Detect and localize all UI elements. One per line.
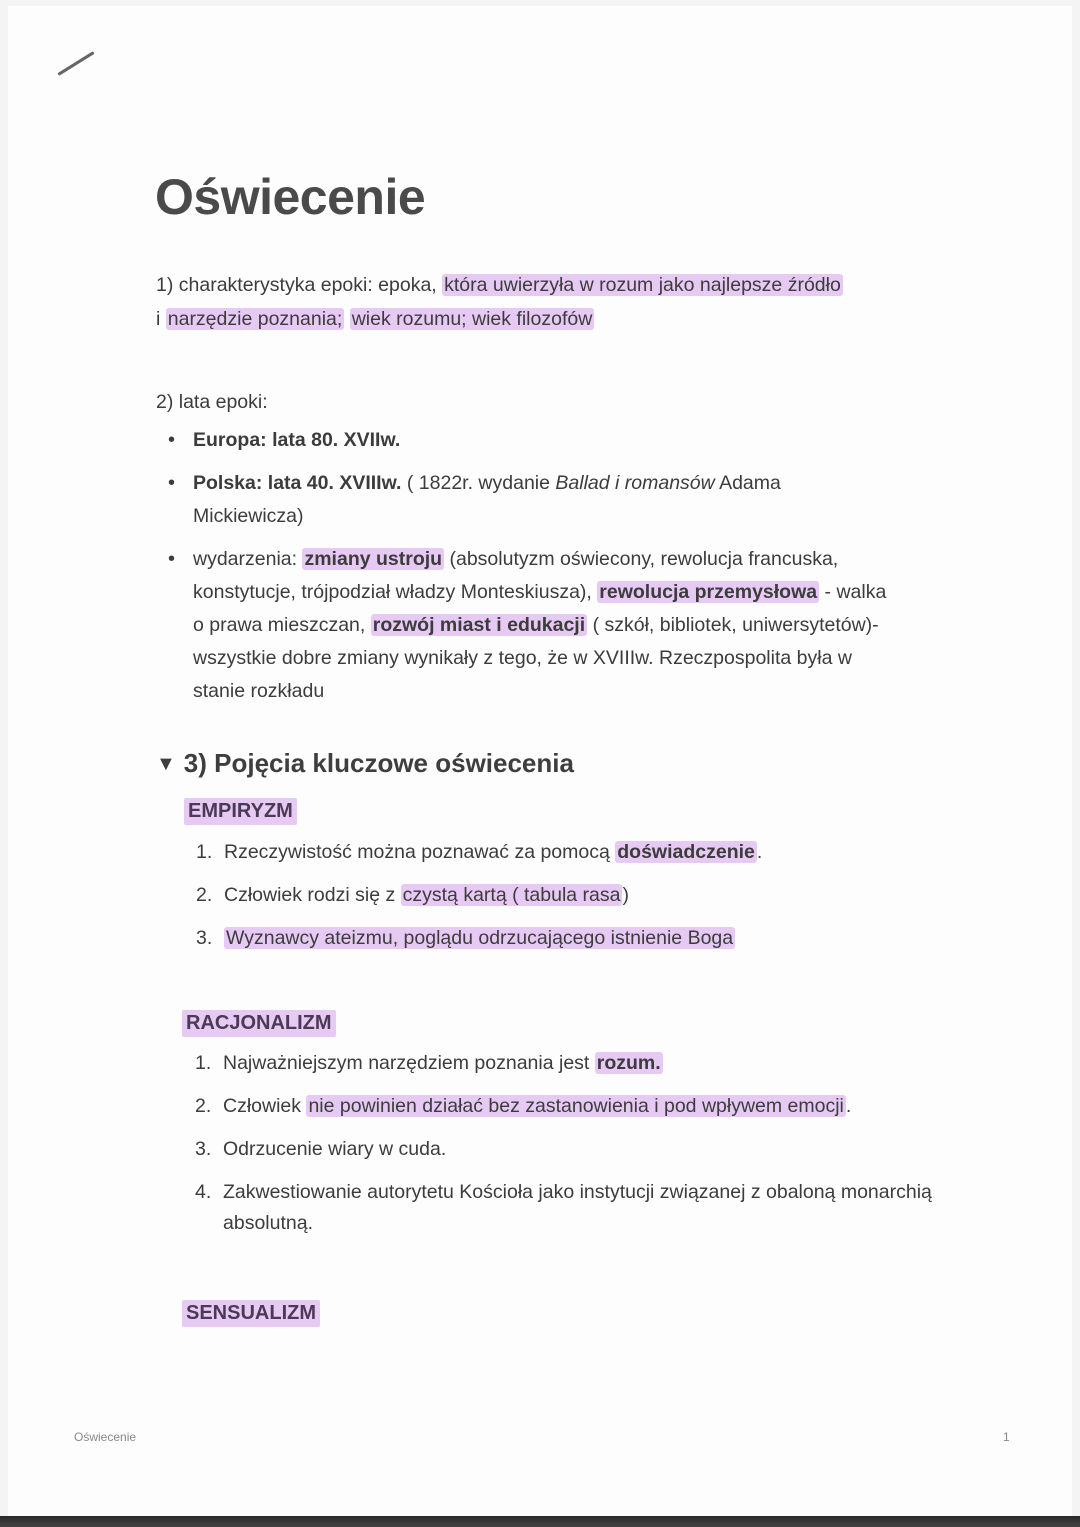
item-number: 2. bbox=[195, 1095, 212, 1117]
item-number: 3. bbox=[195, 1138, 212, 1160]
list-item bbox=[156, 467, 896, 533]
empiryzm-list bbox=[196, 837, 956, 966]
racjonalizm-list bbox=[195, 1048, 935, 1251]
page-number: 1 bbox=[1003, 1430, 1010, 1444]
list-item bbox=[156, 424, 896, 457]
highlight-text: rozwój miast i edukacji bbox=[372, 614, 586, 636]
highlight-text: wiek rozumu; wiek filozofów bbox=[351, 308, 593, 330]
list-item bbox=[196, 923, 956, 954]
section-1-line2-prefix: i bbox=[156, 308, 166, 330]
list-item bbox=[195, 1134, 935, 1165]
item-text: Rzeczywistość można poznawać za pomocą bbox=[224, 841, 616, 863]
item-text: Człowiek rodzi się z bbox=[224, 884, 401, 906]
item-text: Najważniejszym narzędziem poznania jest bbox=[223, 1052, 595, 1074]
list-item bbox=[196, 837, 956, 868]
page-title: Oświecenie bbox=[155, 169, 426, 225]
scan-edge bbox=[0, 1516, 1080, 1527]
list-item bbox=[195, 1177, 935, 1239]
highlight-text: rewolucja przemysłowa bbox=[599, 581, 818, 603]
item-text: . bbox=[756, 841, 763, 863]
toggle-triangle-icon[interactable]: ▼ bbox=[156, 753, 176, 775]
bullet-text: wydarzenia: bbox=[193, 548, 303, 570]
highlight-text: Wyznawcy ateizmu, poglądu odrzucającego istnienie Boga bbox=[226, 927, 734, 949]
bullet-text: ( szkół, bibliotek, uniwersytetów)- wszystkie dobre zmiany wynikały z tego, że w XVIIIw. Rzeczpospolita była w stanie rozkładu bbox=[193, 614, 879, 702]
item-number: 3. bbox=[196, 927, 213, 949]
highlight-text: nie powinien działać bez zastanowienia i pod wpływem emocji bbox=[308, 1095, 844, 1117]
highlight-text: która uwierzyła w rozum jako najlepsze źródło bbox=[444, 274, 841, 296]
term-empiryzm: EMPIRYZM bbox=[184, 798, 297, 825]
bullet-text: - walka o prawa mieszczan, bbox=[193, 581, 887, 636]
era-dates-list bbox=[156, 424, 896, 718]
item-text: Odrzucenie wiary w cuda. bbox=[223, 1138, 447, 1160]
bullet-text: Adama Mickiewicza) bbox=[193, 472, 781, 527]
highlight-text: narzędzie poznania; bbox=[167, 308, 343, 330]
list-item bbox=[195, 1091, 935, 1122]
list-item bbox=[196, 880, 956, 911]
bullet-text: ( 1822r. wydanie bbox=[401, 472, 556, 494]
bullet-text: (absolutyzm oświecony, rewolucja francuska, konstytucje, trójpodział władzy Monteskiusza), bbox=[193, 548, 839, 603]
highlight-text: rozum. bbox=[596, 1052, 661, 1074]
list-item bbox=[195, 1048, 935, 1079]
item-text: Człowiek bbox=[223, 1095, 307, 1117]
section-3-toggle-heading[interactable] bbox=[156, 748, 574, 779]
highlight-text: czystą kartą ( tabula rasa bbox=[402, 884, 621, 906]
item-text: . bbox=[845, 1095, 852, 1117]
footer-document-title: Oświecenie bbox=[74, 1430, 137, 1444]
highlight-text: zmiany ustroju bbox=[304, 548, 443, 570]
section-1-prefix: 1) charakterystyka epoki: epoka, bbox=[156, 274, 443, 296]
item-number: 1. bbox=[196, 841, 213, 863]
term-racjonalizm: RACJONALIZM bbox=[182, 1010, 336, 1037]
list-item bbox=[156, 543, 896, 708]
bullet-bold-text: Polska: lata 40. XVIIIw. bbox=[193, 472, 402, 494]
section-1-characteristics bbox=[156, 268, 936, 336]
item-number: 4. bbox=[195, 1181, 212, 1203]
highlight-text: doświadczenie bbox=[617, 841, 755, 863]
section-2-heading: 2) lata epoki: bbox=[156, 391, 268, 413]
item-number: 2. bbox=[196, 884, 213, 906]
section-3-heading-text: 3) Pojęcia kluczowe oświecenia bbox=[183, 748, 574, 778]
item-text: Zakwestiowanie autorytetu Kościoła jako instytucji związanej z obaloną monarchią absolutną. bbox=[223, 1181, 932, 1234]
book-title: Ballad i romansów bbox=[555, 472, 715, 494]
item-text: ) bbox=[622, 884, 629, 906]
term-sensualizm: SENSUALIZM bbox=[182, 1300, 320, 1327]
bullet-bold-text: Europa: lata 80. XVIIw. bbox=[193, 429, 401, 451]
item-number: 1. bbox=[195, 1052, 212, 1074]
